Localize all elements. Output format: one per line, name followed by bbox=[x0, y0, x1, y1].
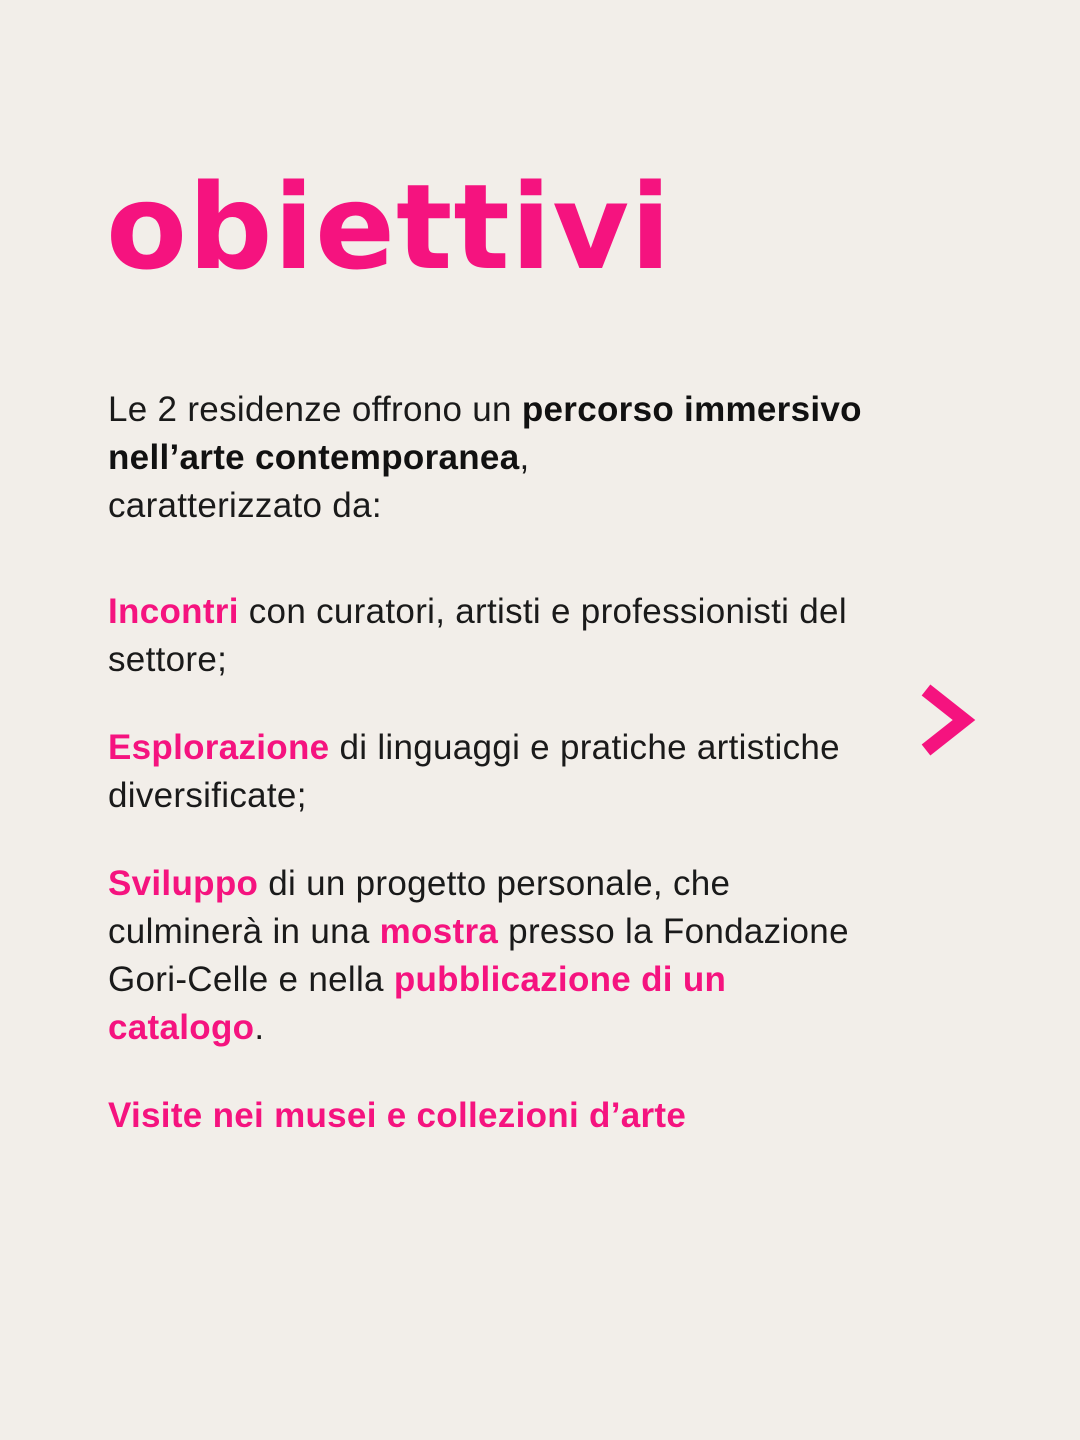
item-highlight: Visite nei musei e collezioni d’arte bbox=[108, 1096, 687, 1135]
intro-paragraph bbox=[108, 386, 868, 530]
item-text: con curatori, artisti e professionisti del settore; bbox=[108, 592, 847, 679]
item-highlight-mostra: mostra bbox=[379, 912, 499, 951]
item-highlight: Incontri bbox=[108, 592, 239, 631]
list-item bbox=[108, 724, 868, 820]
intro-highlight: percorso immersivo nell’arte contemporanea bbox=[108, 390, 862, 477]
item-highlight-catalogo: pubblicazione di un catalogo bbox=[108, 960, 727, 1047]
list-item bbox=[108, 860, 868, 1052]
intro-tail: caratterizzato da: bbox=[108, 486, 382, 525]
item-highlight: Sviluppo bbox=[108, 864, 259, 903]
item-text: di linguaggi e pratiche artistiche diversificate; bbox=[108, 728, 840, 815]
item-text: di un progetto personale, che culminerà in una bbox=[108, 864, 731, 951]
item-highlight: Esplorazione bbox=[108, 728, 330, 767]
intro-comma: , bbox=[519, 438, 530, 477]
item-text-3: . bbox=[254, 1008, 265, 1047]
list-item bbox=[108, 1092, 868, 1140]
intro-text: Le 2 residenze offrono un bbox=[108, 390, 522, 429]
content-body bbox=[108, 386, 868, 1140]
chevron-right-icon[interactable] bbox=[916, 680, 976, 760]
list-item bbox=[108, 588, 868, 684]
page-title: obiettivi bbox=[106, 158, 672, 296]
item-text-2: presso la Fondazione Gori-Celle e nella bbox=[108, 912, 849, 999]
